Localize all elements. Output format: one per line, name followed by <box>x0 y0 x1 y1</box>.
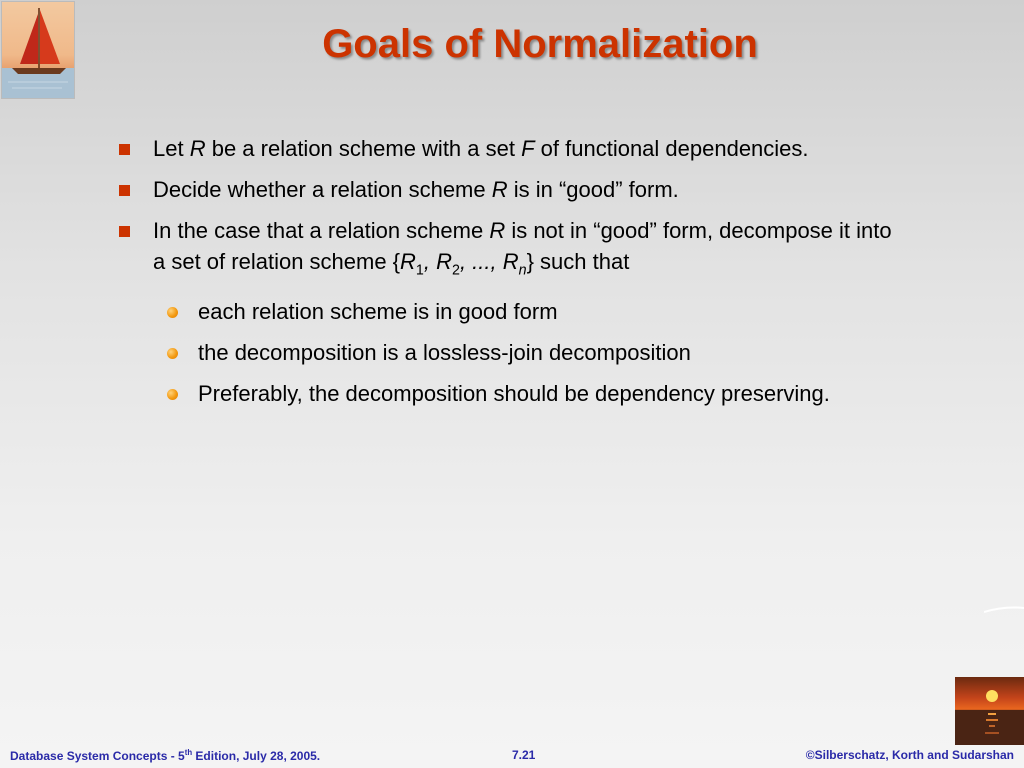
sub-bullet-item: Preferably, the decomposition should be dependency preserving. <box>118 378 898 409</box>
footer-copyright: ©Silberschatz, Korth and Sudarshan <box>805 748 1014 762</box>
sub-bullet-item: each relation scheme is in good form <box>118 296 898 327</box>
square-bullet-icon <box>119 226 130 237</box>
round-bullet-icon <box>167 348 178 359</box>
swoosh-decoration <box>984 600 1024 620</box>
round-bullet-icon <box>167 307 178 318</box>
square-bullet-icon <box>119 185 130 196</box>
round-bullet-icon <box>167 389 178 400</box>
bullet-item: In the case that a relation scheme R is not in “good” form, decompose it into a set of relation scheme {$R_1$, $R_2$, ..., $R_n$} such that <box>118 215 898 286</box>
bullet-item: Let R be a relation scheme with a set F of functional dependencies. <box>118 133 898 164</box>
footer-left: Database System Concepts - 5th Edition, July 28, 2005. <box>10 748 321 763</box>
square-bullet-icon <box>119 144 130 155</box>
sunset-image-icon <box>955 677 1024 745</box>
slide-content <box>118 133 898 419</box>
sub-bullet-item: the decomposition is a lossless-join decomposition <box>118 337 898 368</box>
bullet-item: Decide whether a relation scheme R is in “good” form. <box>118 174 898 205</box>
slide-title: Goals of Normalization <box>322 22 758 66</box>
footer-page-number: 7.21 <box>512 748 536 762</box>
